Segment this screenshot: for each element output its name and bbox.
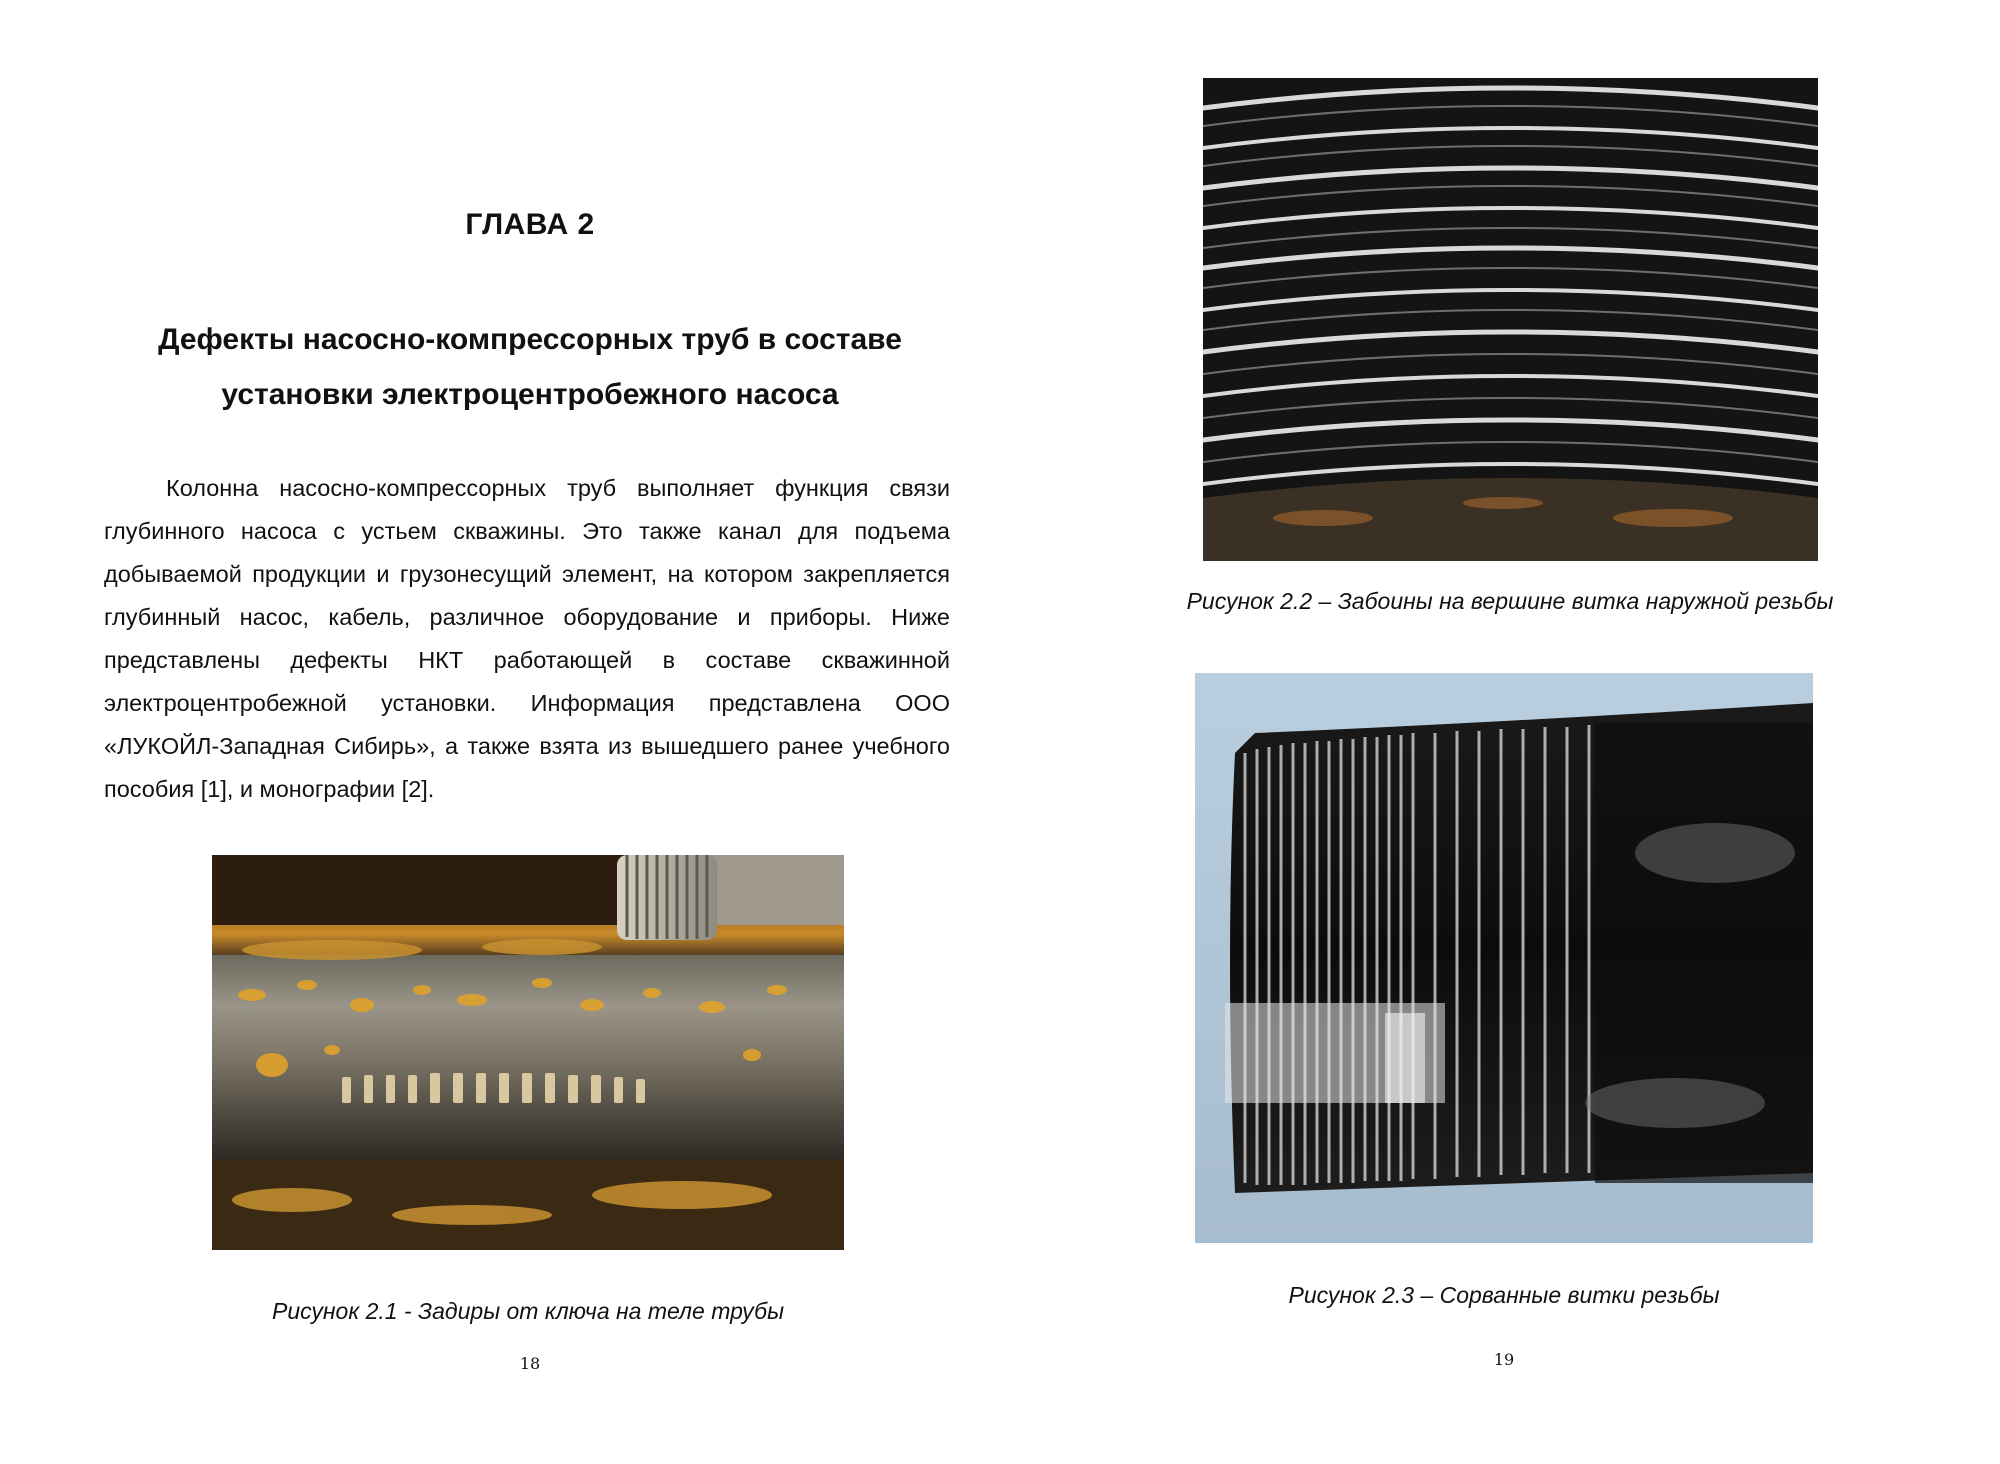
- figure-2-2-photo: [1203, 78, 1818, 561]
- figure-2-1-caption: Рисунок 2.1 - Задиры от ключа на теле трубы: [272, 1298, 784, 1324]
- figure-2-1-photo: [212, 855, 844, 1250]
- page-number-right: 19: [1493, 1350, 1515, 1369]
- figure-2-3-caption: Рисунок 2.3 – Сорванные витки резьбы: [1288, 1282, 1720, 1308]
- figure-2-3-photo: [1195, 673, 1813, 1243]
- section-title-line-2: установки электроцентробежного насоса: [221, 378, 839, 411]
- intro-paragraph: Колонна насосно-компрессорных труб выполняет функция связи глубинного насоса с устьем скважины. Это также канал для подъема добываемой продукции и грузонесущий элемент, на котором закрепляется глубинный насос, кабель, различное оборудование и приборы. Ниже представлены дефекты НКТ работающей в составе скважинной электроцентробежной установки. Информация представлена ООО «ЛУКОЙЛ-Западная Сибирь», а также взята из вышедшего ранее учебного пособия [1], и монографии [2].: [104, 475, 950, 802]
- figure-2-2-caption: Рисунок 2.2 – Забоины на вершине витка наружной резьбы: [1186, 588, 1834, 614]
- right-page: [1000, 0, 2000, 1464]
- section-title-line-1: Дефекты насосно-компрессорных труб в составе: [158, 323, 902, 356]
- page-number-left: 18: [519, 1354, 541, 1373]
- chapter-heading: ГЛАВА 2: [465, 208, 595, 241]
- section-title: [120, 312, 940, 422]
